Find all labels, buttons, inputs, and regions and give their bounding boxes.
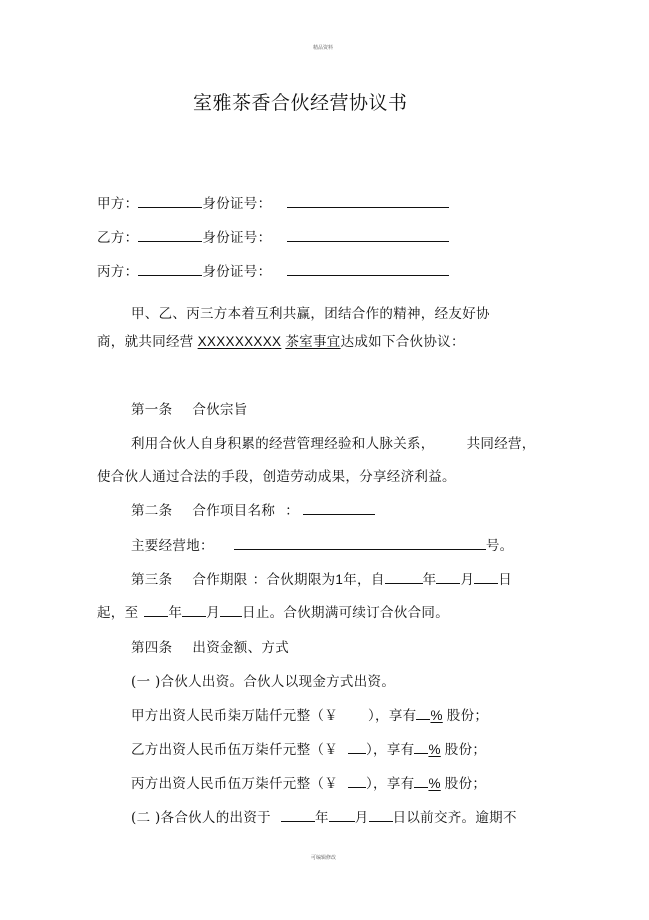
contribution-row-a: [131, 704, 488, 724]
article-4-heading: [131, 636, 289, 656]
percent-sign: %: [428, 776, 441, 791]
id-blank: [287, 263, 449, 276]
term-text-end: 日止。合伙期满可续订合伙合同。: [242, 605, 450, 621]
end-day-blank: [220, 604, 242, 617]
party-row-a: [97, 192, 449, 212]
article-number: 第三条: [131, 572, 173, 588]
party-label: 乙方：: [97, 230, 139, 246]
pay-day-blank: [369, 809, 393, 822]
article-2-heading: [131, 499, 375, 519]
month-label: 月: [354, 810, 369, 826]
start-year-blank: [385, 571, 423, 584]
id-blank: [287, 229, 449, 242]
year-label: 年: [168, 605, 183, 621]
contribution-row-c: [131, 772, 486, 792]
article-4-item-2: [131, 806, 517, 826]
address-suffix: 号。: [485, 538, 514, 554]
name-blank: [138, 229, 202, 242]
intro-line-2: [97, 330, 465, 350]
name-blank: [138, 263, 202, 276]
amount-blank: [348, 775, 366, 788]
share-text: 股份；: [444, 742, 487, 758]
share-blank: [414, 775, 428, 788]
id-label: 身份证号：: [202, 196, 272, 212]
intro-line-1: 甲、乙、丙三方本着互利共赢，团结合作的精神，经友好协: [131, 306, 490, 322]
start-day-blank: [474, 571, 498, 584]
party-row-c: [97, 260, 449, 280]
article-1-heading: [131, 398, 248, 418]
id-blank: [287, 195, 449, 208]
contribution-row-b: [131, 738, 486, 758]
article-3-line-2: [97, 601, 449, 621]
day-label: 日: [498, 572, 513, 588]
article-title: 合作项目名称: [192, 503, 276, 519]
address-blank: [234, 537, 486, 550]
project-name-blank: [303, 502, 375, 515]
term-text: 起，至: [97, 605, 139, 621]
end-month-blank: [182, 604, 206, 617]
party-label: 丙方：: [97, 264, 139, 280]
id-label: 身份证号：: [202, 230, 272, 246]
id-label: 身份证号：: [202, 264, 272, 280]
article-3-heading: [131, 568, 512, 588]
pay-month-blank: [329, 809, 355, 822]
pay-year-blank: [281, 809, 315, 822]
article-number: 第二条: [131, 503, 173, 519]
address-label: 主要经营地：: [131, 538, 214, 554]
shop-code: XXXXXXXXX: [197, 334, 282, 349]
item-text-end: 日以前交齐。逾期不: [392, 810, 517, 826]
percent-sign: %: [430, 708, 443, 723]
year-label: 年: [314, 810, 329, 826]
amount-blank: [348, 741, 366, 754]
contribution-text: 甲方出资人民币柒万陆仟元整（￥: [131, 708, 338, 724]
start-month-blank: [436, 571, 460, 584]
month-label: 月: [206, 605, 221, 621]
intro-text: 商，就共同经营: [97, 334, 194, 350]
party-row-b: [97, 226, 449, 246]
page-header: 精品资料: [313, 45, 334, 51]
page-footer: 可编辑修改: [311, 855, 337, 861]
article-1-line-2: 使合伙人通过合法的手段，创造劳动成果，分享经济利益。: [97, 469, 456, 485]
business-address-row: [131, 534, 513, 554]
article-number: 第四条: [131, 640, 173, 656]
article-title: 出资金额、方式: [192, 640, 290, 656]
year-label: 年: [422, 572, 437, 588]
document-title: 室雅茶香合伙经营协议书: [193, 92, 408, 114]
term-years: 1: [335, 572, 344, 587]
article-1-line-1: [131, 432, 536, 452]
contribution-text: ），享有: [366, 742, 415, 758]
intro-text-end: 达成如下合伙协议：: [340, 334, 465, 350]
term-text: 合伙期限为: [266, 572, 336, 588]
end-year-blank: [144, 604, 168, 617]
article-text: 共同经营，: [466, 436, 536, 452]
contribution-text: ），享有: [368, 708, 417, 724]
article-4-item-1: (一 )合伙人出资。合伙人以现金方式出资。: [131, 674, 396, 690]
term-text: 年，自: [343, 572, 385, 588]
colon: ：: [252, 572, 267, 588]
contribution-text: 丙方出资人民币伍万柒仟元整（￥: [131, 776, 338, 792]
party-label: 甲方：: [97, 196, 139, 212]
contribution-text: ），享有: [366, 776, 415, 792]
shop-type: 茶室事宜: [285, 334, 341, 350]
article-title: 合作期限: [192, 572, 248, 588]
month-label: 月: [460, 572, 475, 588]
article-text: 利用合伙人自身积累的经营管理经验和人脉关系，: [131, 436, 435, 452]
percent-sign: %: [428, 742, 441, 757]
share-text: 股份；: [446, 708, 489, 724]
name-blank: [138, 195, 202, 208]
share-text: 股份；: [444, 776, 487, 792]
item-text: (二 )各合伙人的出资于: [131, 810, 271, 826]
share-blank: [416, 707, 430, 720]
colon: ：: [285, 503, 300, 519]
article-number: 第一条: [131, 402, 173, 418]
share-blank: [414, 741, 428, 754]
article-title: 合伙宗旨: [192, 402, 248, 418]
contribution-text: 乙方出资人民币伍万柒仟元整（￥: [131, 742, 338, 758]
